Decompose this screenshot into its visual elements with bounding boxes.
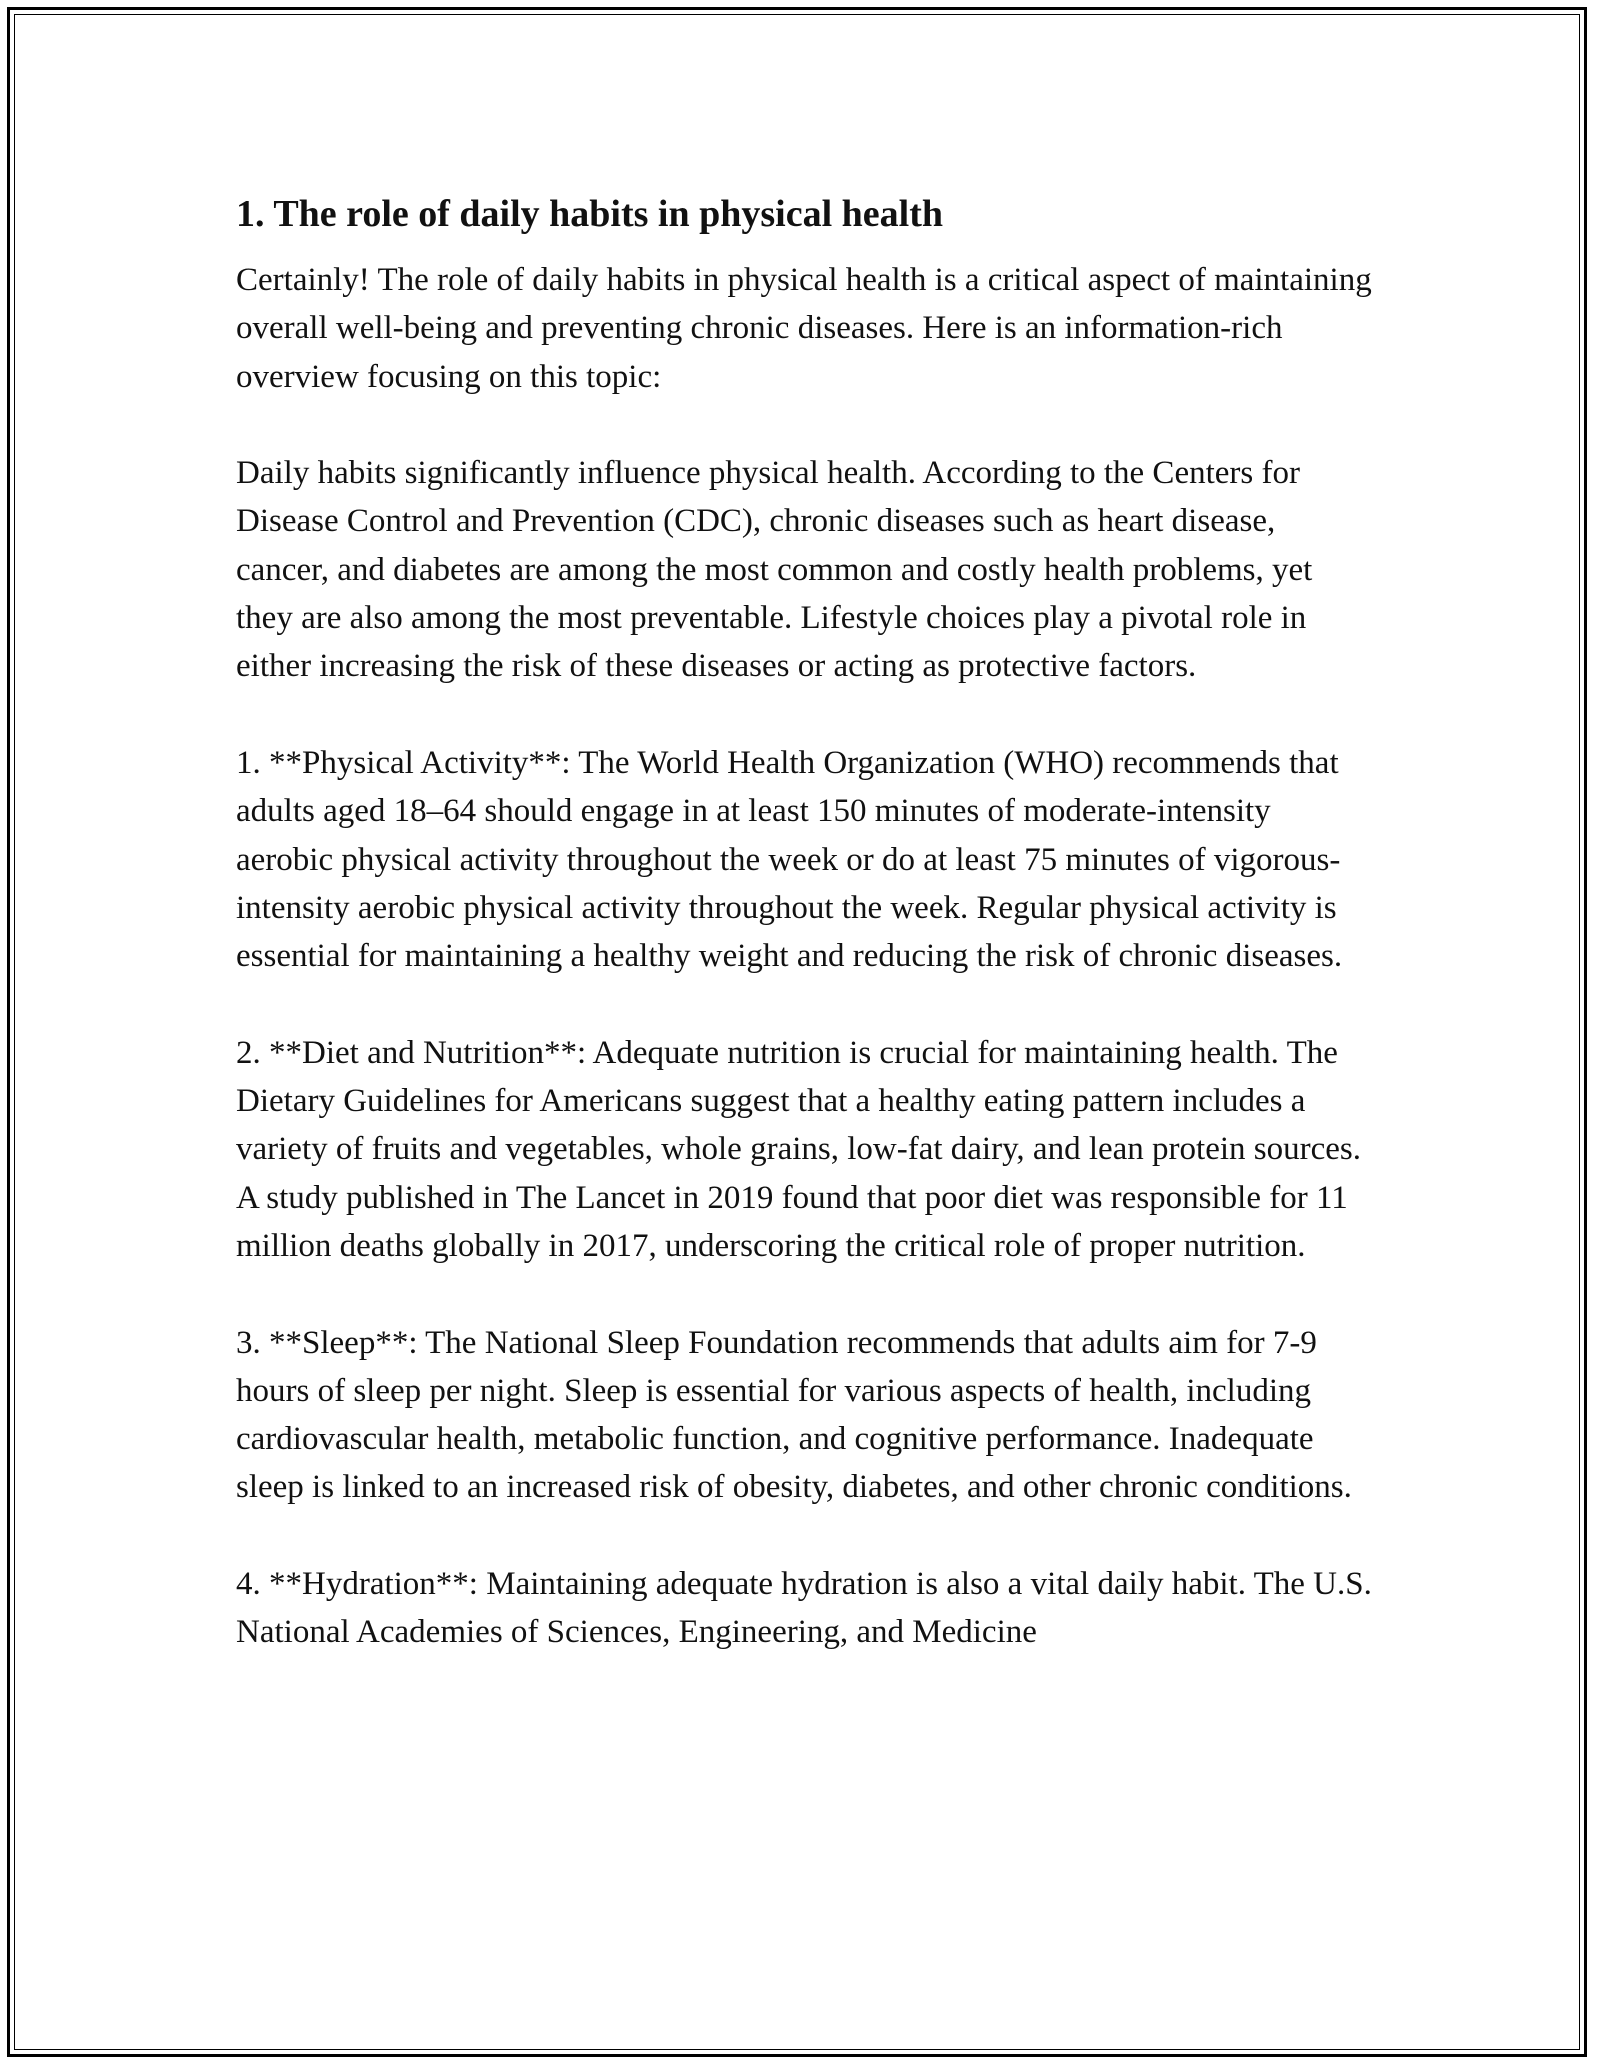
hydration-paragraph: 4. **Hydration**: Maintaining adequate hydration is also a vital daily habit. The U.S. National Academies of Sciences, Engineering, and Medicine bbox=[236, 1566, 1372, 1651]
section-heading: 1. The role of daily habits in physical health bbox=[236, 193, 944, 235]
physical-activity-paragraph: 1. **Physical Activity**: The World Health Organization (WHO) recommends that adults aged 18–64 should engage in at least 150 minutes of moderate-intensity aerobic physical activity throughout the week or do at least 75 minutes of vigorous-intensity aerobic physical activity throughout the week. Regular physical activity is essential for maintaining a healthy weight and reducing the risk of chronic diseases. bbox=[236, 744, 1343, 975]
diet-nutrition-paragraph: 2. **Diet and Nutrition**: Adequate nutrition is crucial for maintaining health. The Dietary Guidelines for Americans suggest that a healthy eating pattern includes a variety of fruits and vegetables, whole grains, low-fat dairy, and lean protein sources. A study published in The Lancet in 2019 found that poor diet was responsible for 11 million deaths globally in 2017, underscoring the critical role of proper nutrition. bbox=[236, 1034, 1361, 1264]
intro-paragraph: Certainly! The role of daily habits in physical health is a critical aspect of maintaining overall well-being and preventing chronic diseases. Here is an information-rich overview focusing on this topic: bbox=[236, 262, 1372, 395]
document-body bbox=[236, 182, 1376, 1705]
sleep-paragraph: 3. **Sleep**: The National Sleep Foundation recommends that adults aim for 7-9 hours of sleep per night. Sleep is essential for various aspects of health, including cardiovascular health, metabolic function, and cognitive performance. Inadequate sleep is linked to an increased risk of obesity, diabetes, and other chronic conditions. bbox=[236, 1324, 1352, 1506]
overview-paragraph: Daily habits significantly influence physical health. According to the Centers for Disease Control and Prevention (CDC), chronic diseases such as heart disease, cancer, and diabetes are among the most common and costly health problems, yet they are also among the most preventable. Lifestyle choices play a pivotal role in either increasing the risk of these diseases or acting as protective factors. bbox=[236, 455, 1313, 685]
